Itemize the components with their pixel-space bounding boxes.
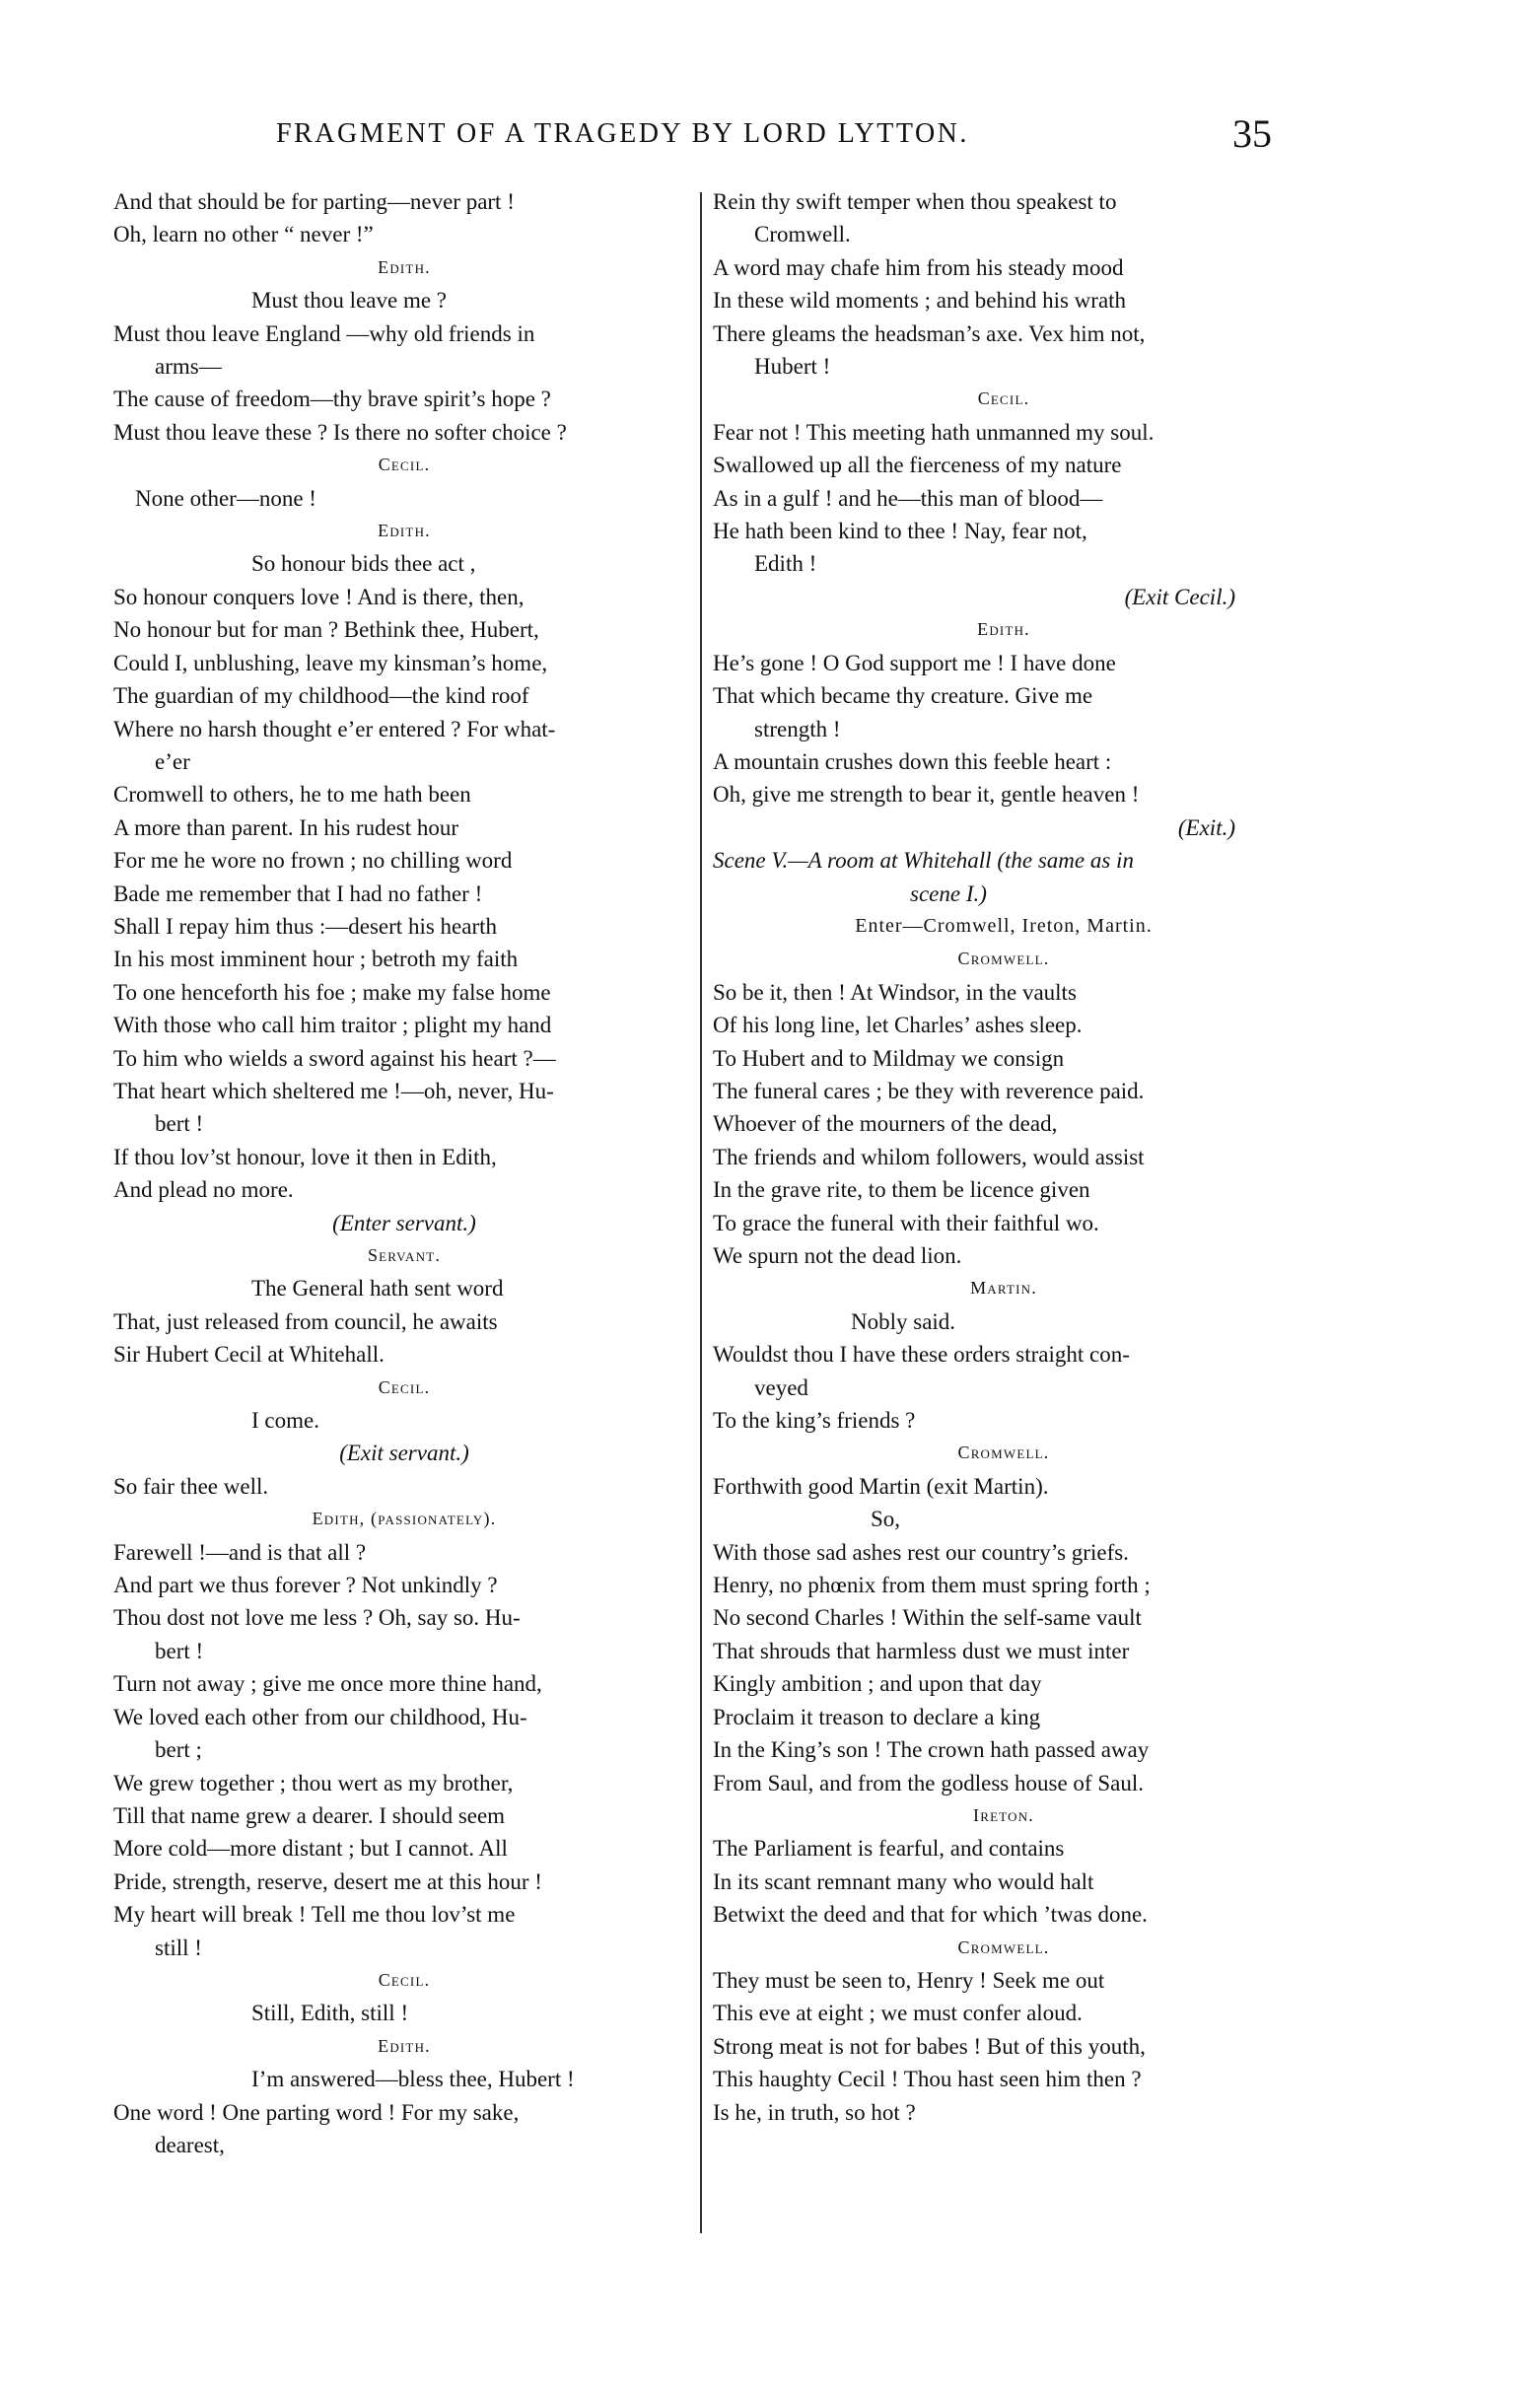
verse-line: In his most imminent hour ; betroth my faith bbox=[113, 947, 519, 972]
verse-line: So honour bids thee act , bbox=[251, 551, 476, 577]
verse-line: No honour but for man ? Bethink thee, Hubert, bbox=[113, 617, 539, 643]
verse-line: Proclaim it treason to declare a king bbox=[713, 1704, 1041, 1729]
verse-line: The friends and whilom followers, would assist bbox=[713, 1144, 1145, 1169]
verse-line: Forthwith good Martin (exit Martin). bbox=[713, 1473, 1049, 1499]
verse-line: More cold—more distant ; but I cannot. All bbox=[113, 1836, 508, 1862]
verse-line: Where no harsh thought e’er entered ? For what- bbox=[113, 716, 556, 741]
verse-line: Turn not away ; give me once more thine hand, bbox=[113, 1671, 542, 1697]
verse-line: Farewell !—and is that all ? bbox=[113, 1539, 367, 1565]
verse-line: I come. bbox=[251, 1408, 319, 1434]
verse-line: As in a gulf ! and he—this man of blood— bbox=[713, 485, 1103, 511]
speaker-name: Cromwell. bbox=[957, 1936, 1050, 1957]
verse-line: I’m answered—bless thee, Hubert ! bbox=[251, 2067, 575, 2092]
verse-line: Betwixt the deed and that for which ’twas done. bbox=[713, 1902, 1148, 1928]
verse-line: Strong meat is not for babes ! But of this youth, bbox=[713, 2033, 1146, 2059]
verse-line: Henry, no phœnix from them must spring forth ; bbox=[713, 1573, 1151, 1598]
verse-line: We grew together ; thou wert as my brother, bbox=[113, 1770, 514, 1796]
speaker-name: Servant. bbox=[367, 1245, 442, 1265]
verse-line: dearest, bbox=[155, 2132, 225, 2157]
verse-line: Sir Hubert Cecil at Whitehall. bbox=[113, 1342, 385, 1368]
verse-line: We spurn not the dead lion. bbox=[713, 1243, 962, 1268]
verse-line: Must thou leave these ? Is there no softer choice ? bbox=[113, 419, 567, 445]
stage-direction: (Enter servant.) bbox=[332, 1210, 476, 1235]
verse-line: veyed bbox=[754, 1374, 808, 1400]
verse-line: If thou lov’st honour, love it then in Edith, bbox=[113, 1144, 497, 1169]
verse-line: Swallowed up all the fierceness of my nature bbox=[713, 453, 1122, 478]
verse-line: That shrouds that harmless dust we must inter bbox=[713, 1638, 1130, 1663]
verse-line: There gleams the headsman’s axe. Vex him not, bbox=[713, 320, 1146, 346]
verse-line: Wouldst thou I have these orders straight con- bbox=[713, 1342, 1130, 1368]
verse-line: The Parliament is fearful, and contains bbox=[713, 1836, 1065, 1862]
verse-line: Shall I repay him thus :—desert his hearth bbox=[113, 913, 498, 939]
verse-line: In the King’s son ! The crown hath passed away bbox=[713, 1737, 1150, 1763]
right-column bbox=[713, 185, 1295, 2129]
running-header bbox=[99, 110, 1282, 160]
speaker-name: Cecil. bbox=[977, 388, 1030, 409]
speaker-name: Ireton. bbox=[973, 1804, 1034, 1825]
verse-line: A more than parent. In his rudest hour bbox=[113, 814, 459, 840]
verse-line: None other—none ! bbox=[135, 485, 316, 511]
verse-line: No second Charles ! Within the self-same vault bbox=[713, 1605, 1142, 1631]
verse-line: Kingly ambition ; and upon that day bbox=[713, 1671, 1042, 1697]
scene-heading: Scene V.—A room at Whitehall (the same as in bbox=[713, 848, 1134, 874]
verse-line: So fair thee well. bbox=[113, 1473, 269, 1499]
verse-line: The General hath sent word bbox=[251, 1276, 504, 1302]
verse-line: And part we thus forever ? Not unkindly ? bbox=[113, 1573, 498, 1598]
verse-line: A word may chafe him from his steady mood bbox=[713, 254, 1124, 280]
entrance-direction: Enter—Cromwell, Ireton, Martin. bbox=[855, 914, 1153, 937]
verse-line: Must thou leave me ? bbox=[251, 288, 448, 314]
verse-line: Whoever of the mourners of the dead, bbox=[713, 1111, 1058, 1137]
stage-direction: (Exit.) bbox=[1177, 814, 1235, 840]
verse-line: To Hubert and to Mildmay we consign bbox=[713, 1045, 1065, 1071]
verse-line: So honour conquers love ! And is there, then, bbox=[113, 584, 525, 609]
verse-line: Pride, strength, reserve, desert me at this hour ! bbox=[113, 1868, 542, 1894]
verse-line: In its scant remnant many who would halt bbox=[713, 1868, 1094, 1894]
verse-line: My heart will break ! Tell me thou lov’st me bbox=[113, 1902, 516, 1928]
verse-line: Hubert ! bbox=[754, 354, 831, 380]
verse-line: That heart which sheltered me !—oh, never, Hu- bbox=[113, 1078, 554, 1103]
running-title: FRAGMENT OF A TRAGEDY BY LORD LYTTON. bbox=[276, 118, 969, 149]
verse-line: That, just released from council, he awaits bbox=[113, 1308, 498, 1334]
left-column bbox=[113, 185, 695, 2161]
verse-line: Cromwell. bbox=[754, 222, 851, 247]
verse-line: From Saul, and from the godless house of Saul. bbox=[713, 1770, 1144, 1796]
verse-line: Thou dost not love me less ? Oh, say so. Hu- bbox=[113, 1605, 521, 1631]
verse-line: That which became thy creature. Give me bbox=[713, 683, 1093, 709]
verse-line: To the king’s friends ? bbox=[713, 1408, 916, 1434]
verse-line: Nobly said. bbox=[851, 1308, 956, 1334]
verse-line: One word ! One parting word ! For my sake, bbox=[113, 2099, 520, 2125]
verse-line: The guardian of my childhood—the kind roof bbox=[113, 683, 529, 709]
verse-line: Oh, learn no other “ never !” bbox=[113, 222, 374, 247]
speaker-name: Cromwell. bbox=[957, 949, 1050, 969]
verse-line: Edith ! bbox=[754, 551, 817, 577]
verse-line: For me he wore no frown ; no chilling word bbox=[113, 848, 513, 874]
verse-line: So be it, then ! At Windsor, in the vaults bbox=[713, 979, 1077, 1005]
speaker-name: Cecil. bbox=[378, 455, 431, 475]
stage-direction: (Exit servant.) bbox=[339, 1441, 469, 1466]
speaker-name: Edith. bbox=[378, 2035, 431, 2056]
verse-line: And plead no more. bbox=[113, 1177, 294, 1203]
verse-line: To grace the funeral with their faithful wo. bbox=[713, 1210, 1099, 1235]
verse-line: The cause of freedom—thy brave spirit’s hope ? bbox=[113, 387, 551, 412]
verse-line: He’s gone ! O God support me ! I have done bbox=[713, 650, 1116, 675]
verse-line: Fear not ! This meeting hath unmanned my soul. bbox=[713, 419, 1155, 445]
verse-line: Is he, in truth, so hot ? bbox=[713, 2099, 916, 2125]
verse-line: bert ! bbox=[155, 1638, 204, 1663]
verse-line: He hath been kind to thee ! Nay, fear not, bbox=[713, 519, 1087, 544]
verse-line: A mountain crushes down this feeble heart : bbox=[713, 748, 1112, 774]
verse-line: With those who call him traitor ; plight my hand bbox=[113, 1013, 552, 1038]
verse-line: And that should be for parting—never part ! bbox=[113, 189, 515, 214]
verse-line: Could I, unblushing, leave my kinsman’s home, bbox=[113, 650, 548, 675]
verse-line: They must be seen to, Henry ! Seek me out bbox=[713, 1967, 1105, 1993]
verse-line: strength ! bbox=[754, 716, 841, 741]
verse-line: To one henceforth his foe ; make my false home bbox=[113, 979, 551, 1005]
verse-line: The funeral cares ; be they with reverence paid. bbox=[713, 1078, 1145, 1103]
verse-line: Must thou leave England —why old friends in bbox=[113, 320, 535, 346]
verse-line: So, bbox=[871, 1507, 901, 1532]
verse-line: Still, Edith, still ! bbox=[251, 2001, 409, 2026]
speaker-name: Cromwell. bbox=[957, 1443, 1050, 1463]
verse-line: Of his long line, let Charles’ ashes sleep. bbox=[713, 1013, 1083, 1038]
speaker-name: Edith. bbox=[378, 256, 431, 277]
verse-line: bert ; bbox=[155, 1737, 202, 1763]
verse-line: e’er bbox=[155, 748, 190, 774]
stage-direction: (Exit Cecil.) bbox=[1124, 584, 1235, 609]
speaker-name: Edith. bbox=[977, 619, 1030, 640]
column-divider bbox=[700, 192, 702, 2233]
verse-line: bert ! bbox=[155, 1111, 204, 1137]
verse-line: This eve at eight ; we must confer aloud. bbox=[713, 2001, 1083, 2026]
verse-line: We loved each other from our childhood, Hu- bbox=[113, 1704, 527, 1729]
speaker-name: Edith. bbox=[378, 521, 431, 541]
speaker-name: Cecil. bbox=[378, 1376, 431, 1397]
verse-line: To him who wields a sword against his heart ?— bbox=[113, 1045, 556, 1071]
speaker-name: Cecil. bbox=[378, 1969, 431, 1990]
page-number: 35 bbox=[1232, 111, 1272, 156]
verse-line: Oh, give me strength to bear it, gentle heaven ! bbox=[713, 782, 1140, 808]
verse-line: With those sad ashes rest our country’s griefs. bbox=[713, 1539, 1129, 1565]
verse-line: Cromwell to others, he to me hath been bbox=[113, 782, 471, 808]
speaker-name: Edith, (passionately). bbox=[312, 1509, 497, 1529]
verse-line: arms— bbox=[155, 354, 222, 380]
scene-heading: scene I.) bbox=[910, 880, 987, 906]
verse-line: Rein thy swift temper when thou speakest to bbox=[713, 189, 1117, 214]
verse-line: This haughty Cecil ! Thou hast seen him then ? bbox=[713, 2067, 1142, 2092]
verse-line: still ! bbox=[155, 1935, 202, 1960]
speaker-name: Martin. bbox=[970, 1278, 1037, 1299]
verse-line: Bade me remember that I had no father ! bbox=[113, 880, 483, 906]
verse-line: In the grave rite, to them be licence given bbox=[713, 1177, 1090, 1203]
verse-line: Till that name grew a dearer. I should seem bbox=[113, 1802, 506, 1828]
verse-line: In these wild moments ; and behind his wrath bbox=[713, 288, 1127, 314]
